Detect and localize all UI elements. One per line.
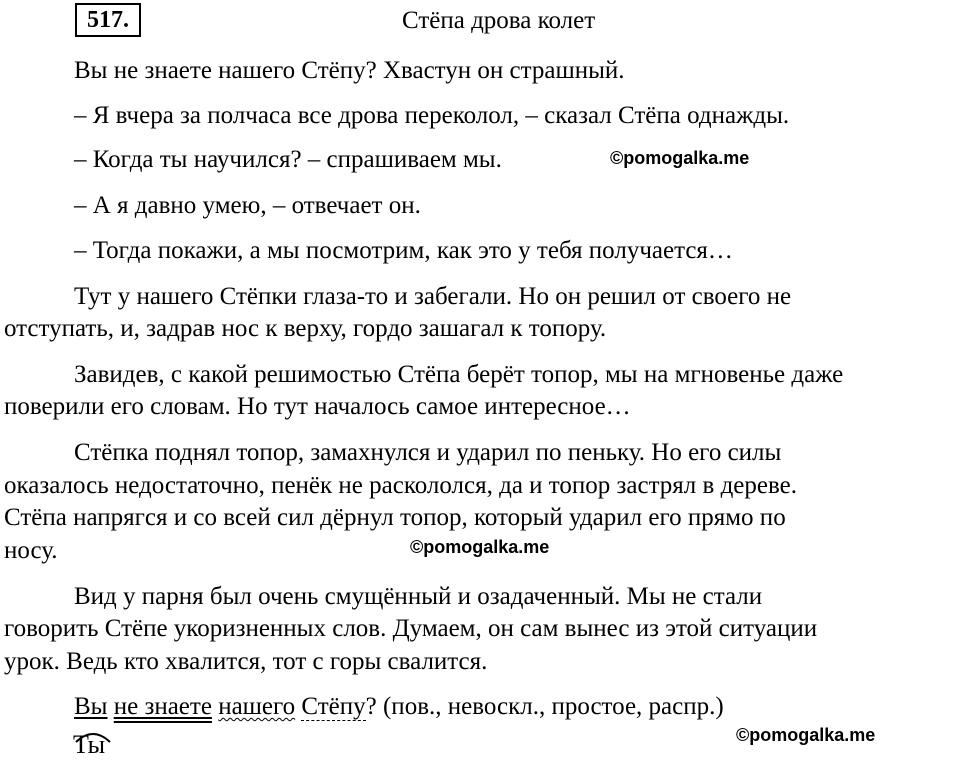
text-line-14: Вид у парня был очень смущённый и озадаченный. Мы не стали [74,583,763,610]
text-line-12: Стёпа напрягся и со всей сил дёрнул топор, который ударил его прямо по [4,504,786,531]
text-line-16: урок. Ведь кто хвалится, тот с горы свалится. [4,648,488,675]
watermark-2: ©pomogalka.me [410,537,550,557]
text-line-4: – А я давно умею, – отвечает он. [74,192,421,219]
text-line-1: Вы не знаете нашего Стёпу? Хвастун он страшный. [74,57,625,84]
text-line-6: Тут у нашего Стёпки глаза-то и забегали. Но он решил от своего не [74,283,792,310]
root-word: Ты [73,730,106,759]
object-word: Стёпу [301,693,366,720]
text-title: Стёпа дрова колет [402,7,596,34]
watermark-1: ©pomogalka.me [610,148,750,168]
analysis-characteristics: ? (пов., невоскл., простое, распр.) [365,693,724,720]
text-line-2: – Я вчера за полчаса все дрова переколол, – сказал Стёпа однажды. [74,102,790,129]
predicate-words: не знаете [113,693,212,720]
watermark-3: ©pomogalka.me [736,725,876,745]
text-line-13: носу. [4,537,58,564]
attribute-word: нашего [218,693,296,720]
text-line-8: Завидев, с какой решимостью Стёпа берёт топор, мы на мгновенье даже [74,361,844,388]
subject-word: Вы [74,693,108,720]
text-line-3: – Когда ты научился? – спрашиваем мы. [74,146,502,173]
text-line-9: поверили его словам. Но тут началось самое интересное… [4,393,631,420]
text-line-10: Стёпка поднял топор, замахнулся и ударил по пеньку. Но его силы [74,439,782,466]
sentence-analysis [74,692,724,722]
text-line-11: оказалось недостаточно, пенёк не раскололся, да и топор застрял в дереве. [4,472,798,499]
text-line-7: отступать, и, задрав нос к верху, гордо зашагал к топору. [4,315,607,342]
text-line-15: говорить Стёпе укоризненных слов. Думаем, он сам вынес из этой ситуации [4,615,818,642]
text-line-5: – Тогда покажи, а мы посмотрим, как это у тебя получается… [74,237,733,264]
exercise-number: 517. [75,3,141,37]
